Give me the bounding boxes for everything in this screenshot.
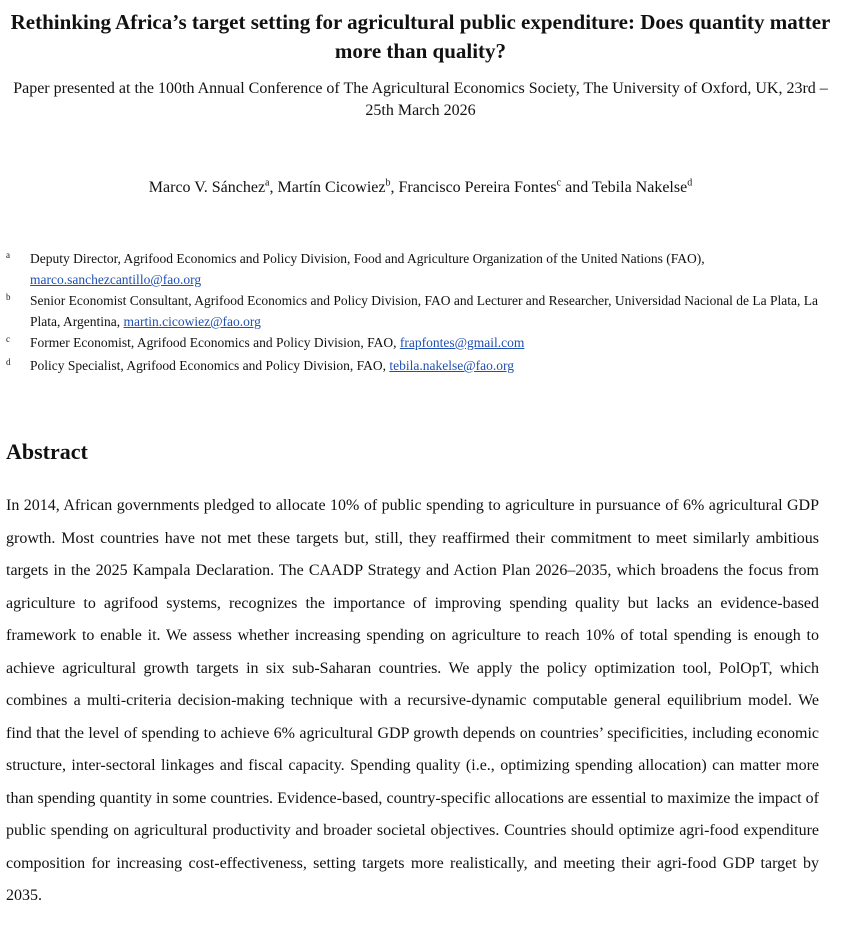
conference-note: Paper presented at the 100th Annual Conference of The Agricultural Economics Society, The University of Oxford, UK, 23rd – 25th March 2026	[13, 80, 828, 119]
author-sep: ,	[390, 179, 399, 196]
affiliation-text: Policy Specialist, Agrifood Economics and Policy Division, FAO,	[30, 358, 390, 373]
author-mark: d	[687, 177, 693, 189]
affiliation-text: Former Economist, Agrifood Economics and Policy Division, FAO,	[30, 335, 400, 350]
author-sep: and	[561, 179, 592, 196]
author-mark: a	[265, 177, 270, 189]
email-link[interactable]: frapfontes@gmail.com	[399, 335, 525, 350]
email-link[interactable]: marco.sanchezcantillo@fao.org	[30, 272, 202, 287]
email-link[interactable]: tebila.nakelse@fao.org	[389, 358, 514, 373]
affiliation-mark: c	[6, 334, 10, 344]
abstract-heading: Abstract	[6, 439, 88, 464]
author-name: Martín Cicowiez	[277, 179, 386, 196]
email-link[interactable]: martin.cicowiez@fao.org	[123, 314, 261, 329]
author-line	[0, 177, 841, 199]
author-mark: b	[385, 177, 391, 189]
author-name: Francisco Pereira Fontes	[398, 179, 557, 196]
author-name: Marco V. Sánchez	[148, 179, 266, 196]
affiliation-text: Senior Economist Consultant, Agrifood Economics and Policy Division, FAO and Lecturer and Researcher, Universidad Nacional de La Plata, La Plata, Argentina,	[30, 293, 819, 329]
affiliation-mark: b	[6, 292, 11, 302]
author-name: Tebila Nakelse	[591, 179, 688, 196]
affiliation-d	[6, 355, 826, 376]
affiliation-b	[6, 290, 826, 332]
author-mark: c	[556, 177, 562, 189]
affiliation-mark: a	[6, 250, 10, 260]
affiliation-c	[6, 332, 826, 353]
affiliation-text: Deputy Director, Agrifood Economics and Policy Division, Food and Agriculture Organization of the United Nations (FAO),	[30, 251, 705, 266]
paper-title: Rethinking Africa’s target setting for agricultural public expenditure: Does quantity matter more than quality?	[10, 10, 831, 63]
author-sep: ,	[269, 179, 278, 196]
affiliation-mark: d	[6, 357, 11, 367]
abstract-body: In 2014, African governments pledged to allocate 10% of public spending to agriculture in pursuance of 6% agricultural GDP growth. Most countries have not met these targets but, still, they reaffirmed their commitment to meet similarly ambitious targets in the 2025 Kampala Declaration. The CAADP Strategy and Action Plan 2026–2035, which broadens the focus from agriculture to agrifood systems, recognizes the importance of improving spending quality but lacks an evidence-based framework to enable it. We assess whether increasing spending on agriculture to reach 10% of total spending is enough to achieve agricultural growth targets in six sub-Saharan countries. We apply the policy optimization tool, PolOpT, which combines a multi-criteria decision-making technique with a recursive-dynamic computable general equilibrium model. We find that the level of spending to achieve 6% agricultural GDP growth depends on countries’ specificities, including economic structure, inter-sectoral linkages and fiscal capacity. Spending quality (i.e., optimizing spending allocation) can matter more than spending quantity in some countries. Evidence-based, country-specific allocations are essential to maximize the impact of public spending on agricultural productivity and broader societal objectives. Countries should optimize agri-food expenditure composition for increasing cost-effectiveness, setting targets more realistically, and meeting their agri-food GDP target by 2035.	[6, 497, 819, 904]
affiliation-a	[6, 248, 826, 290]
